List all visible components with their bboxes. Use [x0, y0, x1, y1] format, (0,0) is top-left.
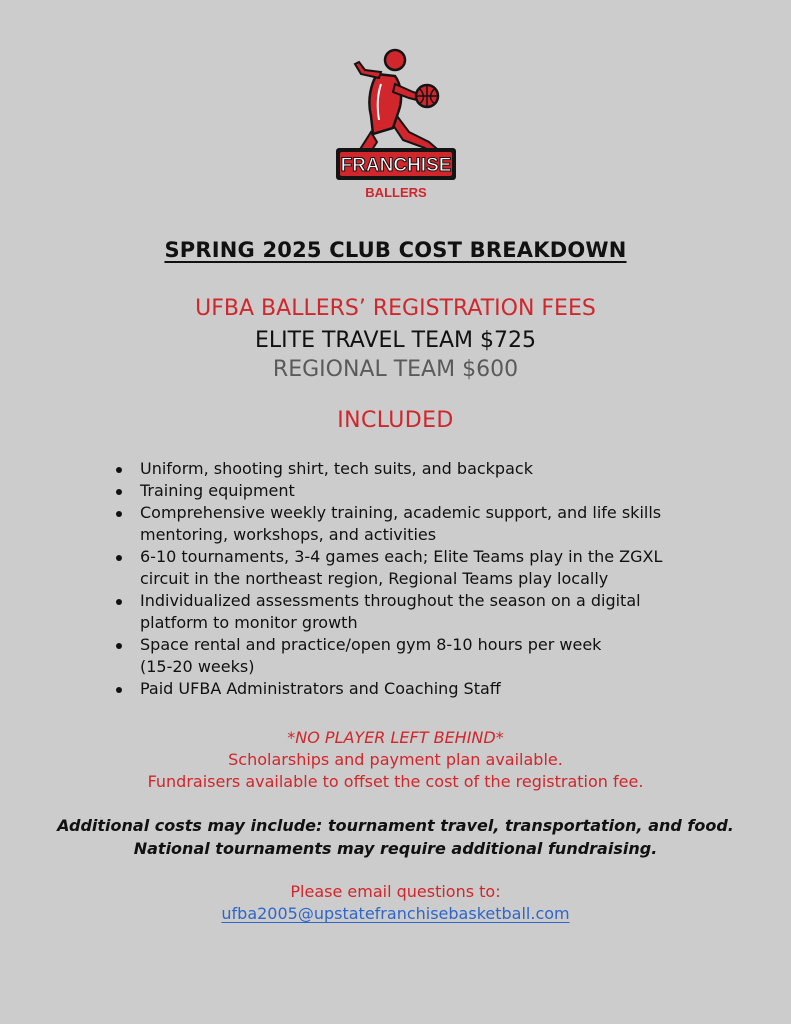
list-item-line: platform to monitor growth [140, 613, 358, 632]
fundraisers-note: Fundraisers available to offset the cost of the registration fee. [147, 772, 644, 791]
bullet-icon [116, 555, 122, 561]
list-item [116, 458, 736, 480]
bullet-icon [116, 489, 122, 495]
page-title: SPRING 2025 CLUB COST BREAKDOWN [164, 238, 627, 262]
bullet-icon [116, 687, 122, 693]
logo-wordmark-top: FRANCHISE [340, 155, 452, 176]
national-tournaments-note: National tournaments may require additional fundraising. [133, 839, 658, 858]
list-item [116, 634, 736, 678]
no-player-tagline: *NO PLAYER LEFT BEHIND* [287, 728, 504, 747]
list-item-line: Space rental and practice/open gym 8-10 hours per week [140, 635, 602, 654]
list-item-line: Comprehensive weekly training, academic support, and life skills [140, 503, 662, 522]
bullet-icon [116, 643, 122, 649]
elite-team-fee: ELITE TRAVEL TEAM $725 [254, 328, 536, 353]
fees-heading: UFBA BALLERS’ REGISTRATION FEES [195, 296, 596, 321]
list-item [116, 502, 736, 546]
list-item-line: Paid UFBA Administrators and Coaching Staff [140, 679, 501, 698]
additional-costs-note: Additional costs may include: tournament travel, transportation, and food. [57, 816, 734, 835]
list-item-line: Individualized assessments throughout the season on a digital [140, 591, 641, 610]
bullet-icon [116, 467, 122, 473]
contact-email-link[interactable]: ufba2005@upstatefranchisebasketball.com [221, 904, 570, 923]
list-item-line: circuit in the northeast region, Regional Teams play locally [140, 569, 609, 588]
bullet-icon [116, 511, 122, 517]
list-item [116, 678, 736, 700]
list-item-line: Training equipment [140, 481, 295, 500]
list-item [116, 480, 736, 502]
logo-wordmark-bottom: BALLERS [365, 185, 427, 200]
contact-prompt: Please email questions to: [290, 882, 501, 901]
basketball-player-logo-icon [345, 50, 443, 164]
franchise-ballers-logo [333, 44, 459, 202]
list-item-line: (15-20 weeks) [140, 657, 255, 676]
list-item [116, 546, 736, 590]
list-item-line: mentoring, workshops, and activities [140, 525, 437, 544]
bullet-icon [116, 599, 122, 605]
scholarships-note: Scholarships and payment plan available. [228, 750, 563, 769]
list-item [116, 590, 736, 634]
included-list [116, 458, 736, 700]
included-heading: INCLUDED [337, 408, 454, 433]
list-item-line: 6-10 tournaments, 3-4 games each; Elite Teams play in the ZGXL [140, 547, 663, 566]
regional-team-fee: REGIONAL TEAM $600 [272, 357, 519, 382]
list-item-line: Uniform, shooting shirt, tech suits, and backpack [140, 459, 533, 478]
